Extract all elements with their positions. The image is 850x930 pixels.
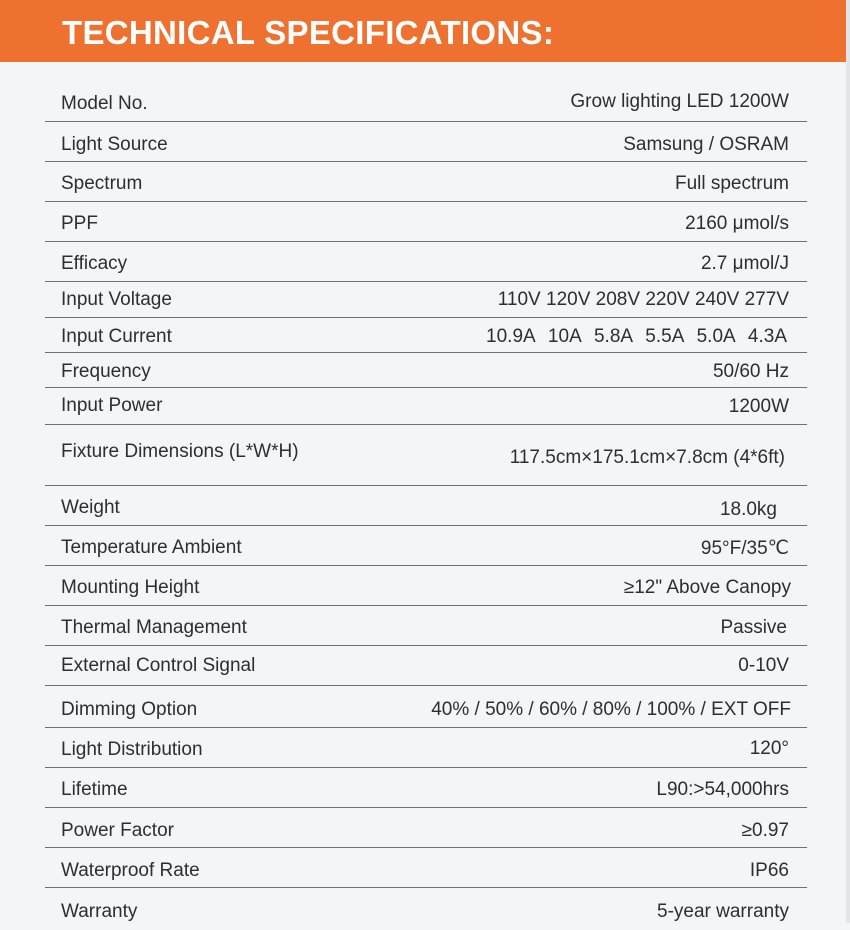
spec-label: Fixture Dimensions (L*W*H): [61, 441, 299, 462]
spec-label: Light Distribution: [61, 739, 203, 760]
spec-label: Frequency: [61, 361, 151, 382]
spec-value: 0-10V: [738, 655, 789, 676]
spec-value: 2.7 μmol/J: [700, 253, 789, 274]
spec-label: Efficacy: [61, 253, 128, 274]
spec-row-frequency: [45, 353, 807, 388]
spec-label: Temperature Ambient: [61, 537, 242, 558]
spec-label: PPF: [61, 213, 98, 234]
spec-label: Input Power: [61, 395, 163, 416]
spec-row-spectrum: [45, 162, 807, 202]
spec-row-waterproof: [45, 848, 807, 888]
spec-value: 1200W: [728, 396, 789, 417]
spec-row-weight: [45, 486, 807, 526]
spec-value: ≥12" Above Canopy: [623, 577, 791, 598]
spec-value: 2160 μmol/s: [685, 213, 789, 234]
spec-value: 50/60 Hz: [712, 361, 789, 382]
spec-label: Lifetime: [61, 779, 128, 800]
spec-label: Dimming Option: [61, 699, 198, 720]
specs-header: [0, 0, 846, 62]
page-title: TECHNICAL SPECIFICATIONS:: [62, 14, 555, 51]
spec-row-input-voltage: [45, 282, 807, 318]
spec-row-model: [45, 80, 807, 122]
spec-value: Grow lighting LED 1200W: [570, 91, 789, 112]
spec-row-input-current: [45, 318, 807, 353]
spec-value: 95°F/35℃: [700, 538, 789, 559]
spec-value: Samsung / OSRAM: [623, 134, 789, 155]
spec-label: Input Voltage: [61, 289, 172, 310]
spec-row-dimming-option: [45, 686, 807, 728]
spec-row-input-power: [45, 388, 807, 425]
spec-row-temperature: [45, 526, 807, 566]
spec-row-mounting-height: [45, 566, 807, 606]
spec-value: IP66: [749, 860, 789, 881]
spec-row-efficacy: [45, 242, 807, 282]
spec-value: 5-year warranty: [657, 901, 789, 922]
spec-row-light-distribution: [45, 728, 807, 768]
spec-label: External Control Signal: [61, 655, 256, 676]
page-edge: [846, 0, 850, 923]
spec-row-fixture-dimensions: [45, 425, 807, 486]
spec-row-lifetime: [45, 768, 807, 808]
spec-row-warranty: [45, 888, 807, 930]
spec-value: 40% / 50% / 60% / 80% / 100% / EXT OFF: [431, 699, 791, 720]
spec-label: Warranty: [61, 901, 138, 922]
spec-label: Mounting Height: [61, 577, 200, 598]
spec-value: 18.0kg: [719, 499, 777, 520]
spec-value: 10.9A 10A 5.8A 5.5A 5.0A 4.3A: [486, 326, 787, 347]
spec-row-thermal-management: [45, 606, 807, 646]
spec-label: Input Current: [61, 326, 172, 347]
spec-value: 117.5cm×175.1cm×7.8cm (4*6ft): [509, 447, 785, 468]
specs-table: [45, 80, 807, 930]
spec-value: 120°: [749, 738, 789, 759]
spec-label: Power Factor: [61, 820, 174, 841]
spec-label: Model No.: [61, 93, 148, 114]
spec-row-ppf: [45, 202, 807, 242]
spec-row-control-signal: [45, 646, 807, 686]
spec-value: Passive: [720, 617, 787, 638]
spec-value: L90:>54,000hrs: [656, 779, 789, 800]
spec-value: ≥0.97: [741, 820, 789, 841]
spec-value: Full spectrum: [674, 173, 789, 194]
spec-row-light-source: [45, 122, 807, 162]
spec-row-power-factor: [45, 808, 807, 848]
spec-label: Light Source: [61, 134, 168, 155]
spec-label: Weight: [61, 497, 120, 518]
spec-label: Thermal Management: [61, 617, 247, 638]
spec-value: 110V 120V 208V 220V 240V 277V: [497, 289, 789, 310]
spec-label: Waterproof Rate: [61, 860, 200, 881]
spec-label: Spectrum: [61, 173, 143, 194]
